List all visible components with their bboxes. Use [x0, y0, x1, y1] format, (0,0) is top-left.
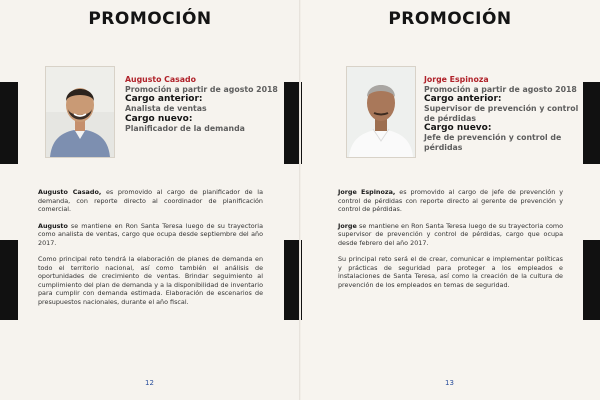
paragraph-1-name: Augusto Casado,	[38, 188, 102, 196]
side-tab-right-edge-bottom	[583, 240, 600, 320]
paragraph-1	[338, 188, 563, 214]
new-role-label: Cargo nuevo:	[125, 113, 193, 124]
page-number-left: 12	[145, 379, 154, 387]
employee-name: Augusto Casado	[125, 75, 196, 84]
promotion-date: Promoción a partir de agosto 2018	[125, 84, 278, 94]
page-number-right: 13	[445, 379, 454, 387]
paragraph-3: Como principal reto tendrá la elaboración de planes de demanda en todo el territorio nacional, así como también el análisis de oportunidades de crecimiento de ventas. Brindar seguimiento al cumplimiento del plan de demanda y a la disponibilidad de inventario para cumplir con demanda estimada. Elaboración de escenarios de presupuestos nacionales, durante el año fiscal.	[38, 255, 263, 306]
new-role-value: Planificador de la demanda	[125, 123, 245, 133]
side-tab-left-bottom	[0, 240, 18, 320]
paragraph-2-text: se mantiene en Ron Santa Teresa luego de su trayectoria como supervisor de prevención y control de pérdidas, cargo que ocupa desde febrero del año 2017.	[338, 221, 563, 247]
promotion-date: Promoción a partir de agosto 2018	[424, 84, 577, 94]
previous-role-value: Supervisor de prevención y control de pérdidas	[424, 104, 579, 123]
paragraph-3: Su principal reto será el de crear, comunicar e implementar políticas y prácticas de seguridad para proteger a los empleados e instalaciones de Santa Teresa, así como la creación de la cultura de prevención de los empleados en temas de seguridad.	[338, 255, 563, 289]
page-right	[300, 0, 600, 400]
previous-role-value: Analista de ventas	[125, 104, 207, 114]
previous-role-label: Cargo anterior:	[424, 94, 502, 105]
portrait-jorge	[346, 66, 416, 158]
article-body-right	[338, 188, 563, 297]
new-role-label: Cargo nuevo:	[424, 123, 492, 134]
previous-role-label: Cargo anterior:	[125, 94, 203, 105]
paragraph-2-name: Augusto	[38, 221, 68, 230]
portrait-augusto	[45, 66, 115, 158]
paragraph-1-text: es promovido al cargo de jefe de prevención y control de pérdidas con reporte directo al gerente de prevención y control de pérdidas.	[338, 188, 563, 213]
paragraph-1	[38, 188, 263, 214]
profile-info-right	[424, 75, 589, 153]
paragraph-1-name: Jorge Espinoza,	[338, 188, 396, 196]
portrait-image	[46, 67, 114, 157]
new-role-value: Jefe de prevención y control de pérdidas	[424, 133, 562, 152]
paragraph-2	[338, 222, 563, 248]
page-heading-left: PROMOCIÓN	[88, 9, 212, 29]
paragraph-2-name: Jorge	[338, 221, 357, 230]
portrait-image	[347, 67, 415, 157]
book-spine	[299, 0, 301, 400]
side-tab-left-top	[0, 82, 18, 164]
paragraph-2	[38, 222, 263, 248]
paragraph-1-text: es promovido al cargo de planificador de la demanda, con reporte directo al coordinador de planificación comercial.	[38, 188, 263, 213]
page-heading-right: PROMOCIÓN	[388, 9, 512, 29]
paragraph-2-text: se mantiene en Ron Santa Teresa luego de su trayectoria como analista de ventas, cargo que ocupa desde septiembre del año 2017.	[38, 221, 263, 247]
profile-info-left	[125, 75, 290, 133]
employee-name: Jorge Espinoza	[424, 75, 489, 84]
article-body-left	[38, 188, 263, 314]
